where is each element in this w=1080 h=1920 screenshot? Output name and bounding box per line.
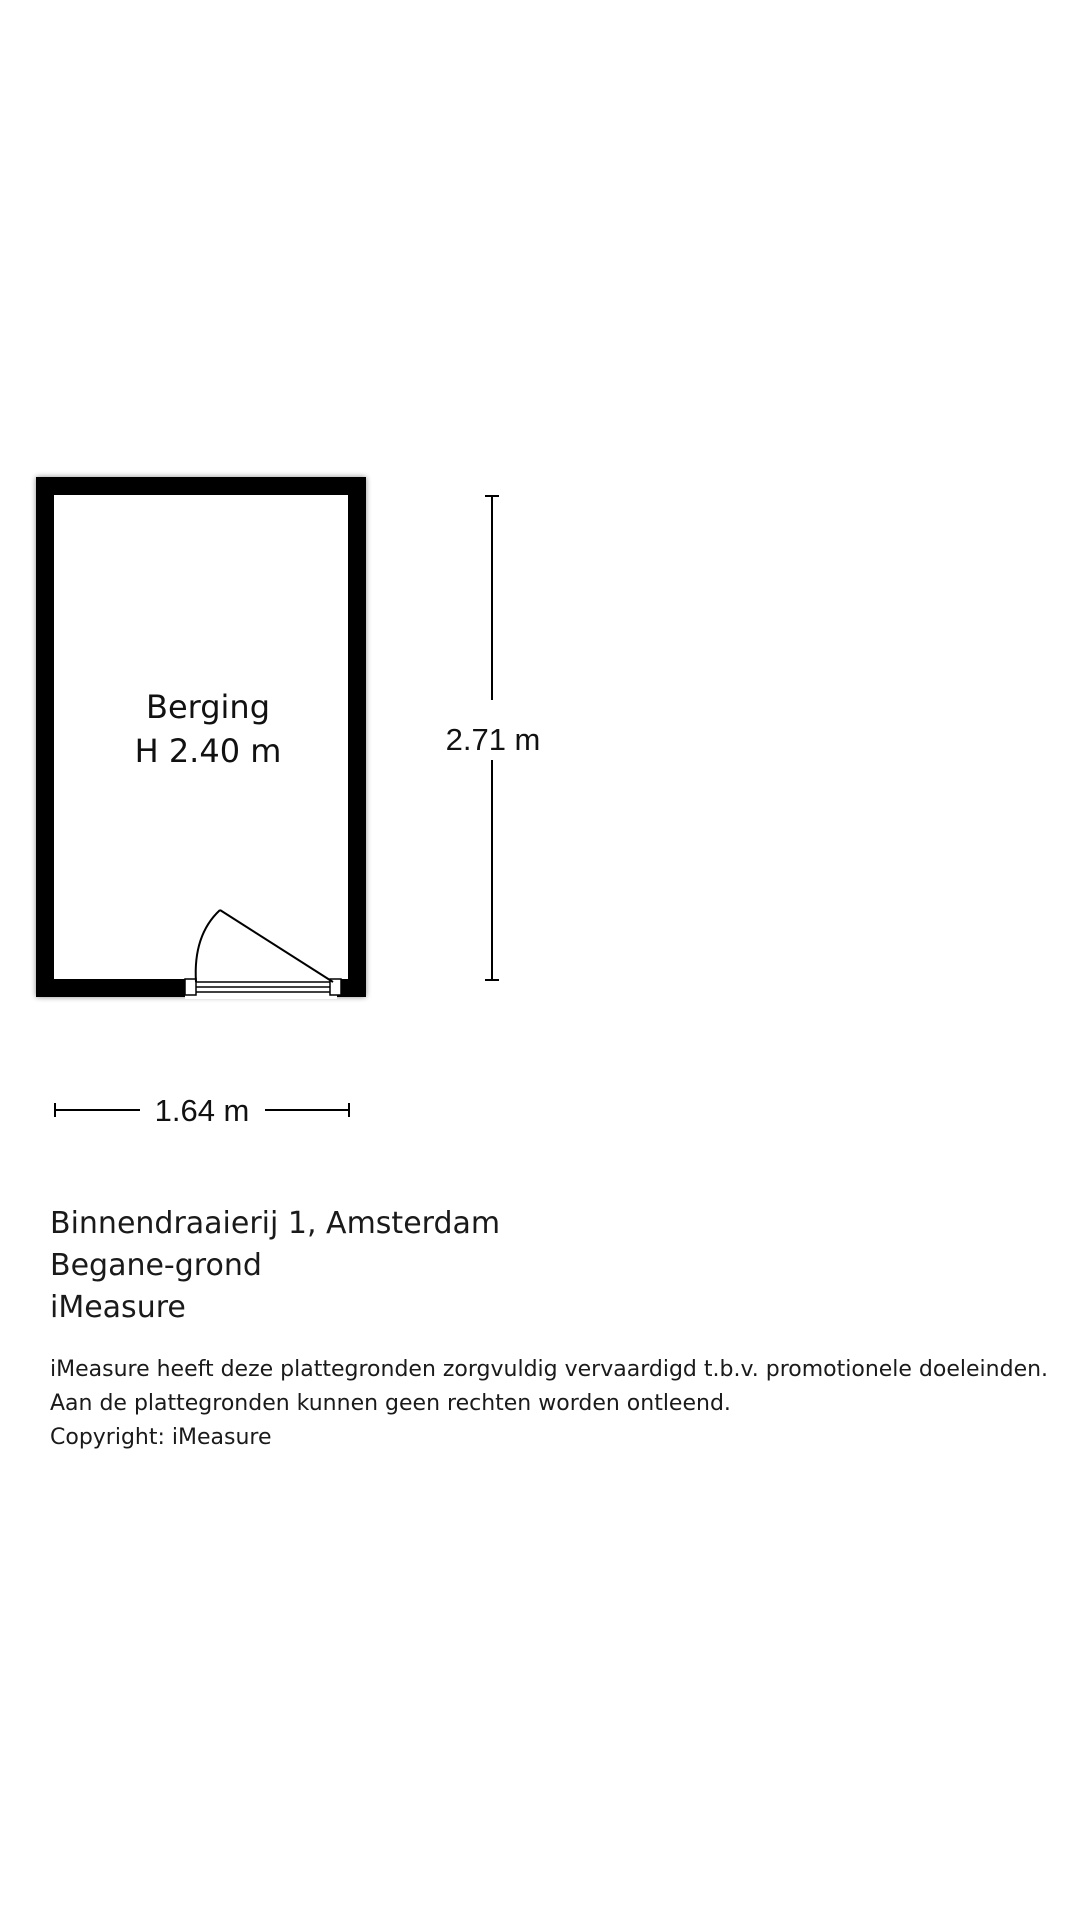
floor-text: Begane-grond bbox=[50, 1248, 262, 1283]
property-info bbox=[50, 1203, 1060, 1329]
room-height: H 2.40 m bbox=[134, 732, 282, 770]
disclaimer-line-1: iMeasure heeft deze plattegronden zorgvuldig vervaardigd t.b.v. promotionele doeleinden. bbox=[50, 1357, 1049, 1382]
room-name: Berging bbox=[145, 688, 271, 726]
company-text: iMeasure bbox=[50, 1290, 186, 1325]
vertical-dimension-label: 2.71 m bbox=[445, 722, 541, 757]
address-text: Binnendraaierij 1, Amsterdam bbox=[50, 1206, 501, 1241]
copyright-text: Copyright: iMeasure bbox=[50, 1425, 272, 1450]
disclaimer-line-2: Aan de plattegronden kunnen geen rechten worden ontleend. bbox=[50, 1391, 731, 1416]
horizontal-dimension-label: 1.64 m bbox=[154, 1093, 250, 1128]
disclaimer bbox=[50, 1353, 1070, 1455]
